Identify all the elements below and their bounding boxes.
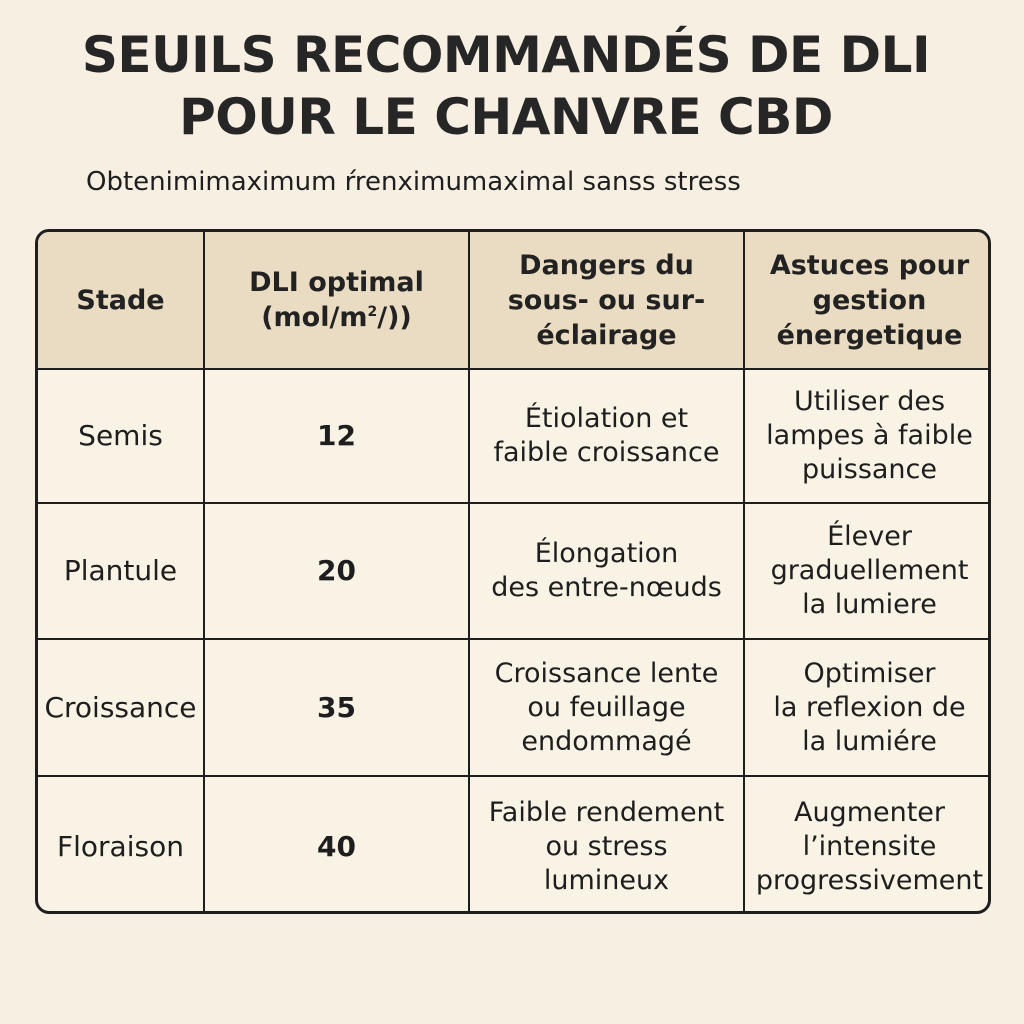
table-header-row <box>38 232 991 369</box>
cell-dli: 12 <box>204 369 469 503</box>
cell-tip: Élever graduellement la lumiere <box>744 503 991 639</box>
table-row <box>38 639 991 776</box>
table-row <box>38 503 991 639</box>
table-row <box>38 369 991 503</box>
cell-danger: Élongation des entre-nœuds <box>469 503 744 639</box>
cell-tip: Utiliser des lampes à faible puissance <box>744 369 991 503</box>
cell-stage: Semis <box>38 369 204 503</box>
title-line-2: POUR LE CHANVRE CBD <box>179 88 833 146</box>
header-tips: Astuces pour gestion énergetique <box>744 232 991 369</box>
cell-danger: Faible rendement ou stress lumineux <box>469 776 744 914</box>
cell-stage: Floraison <box>38 776 204 914</box>
header-dangers: Dangers du sous- ou sur- éclairage <box>469 232 744 369</box>
cell-dli: 40 <box>204 776 469 914</box>
cell-dli: 20 <box>204 503 469 639</box>
cell-tip: Optimiser la reflexion de la lumiére <box>744 639 991 776</box>
cell-stage: Plantule <box>38 503 204 639</box>
table-row <box>38 776 991 914</box>
header-stage: Stade <box>38 232 204 369</box>
page-subtitle: Obtenimimaximum ŕrenximumaximal sanss stress <box>86 167 741 197</box>
header-dli-unit: $(mol/m^2/)$) <box>261 302 412 333</box>
cell-danger: Étiolation et faible croissance <box>469 369 744 503</box>
title-line-1: SEUILS RECOMMANDÉS DE DLI <box>81 26 931 84</box>
header-dli-label: DLI optimal <box>249 267 424 298</box>
page-title <box>0 24 1012 148</box>
cell-dli: 35 <box>204 639 469 776</box>
cell-stage: Croissance <box>38 639 204 776</box>
cell-tip: Augmenter l’intensite progressivement <box>744 776 991 914</box>
cell-danger: Croissance lente ou feuillage endommagé <box>469 639 744 776</box>
header-dli <box>204 232 469 369</box>
dli-table-frame <box>35 229 991 914</box>
dli-table <box>38 232 991 914</box>
